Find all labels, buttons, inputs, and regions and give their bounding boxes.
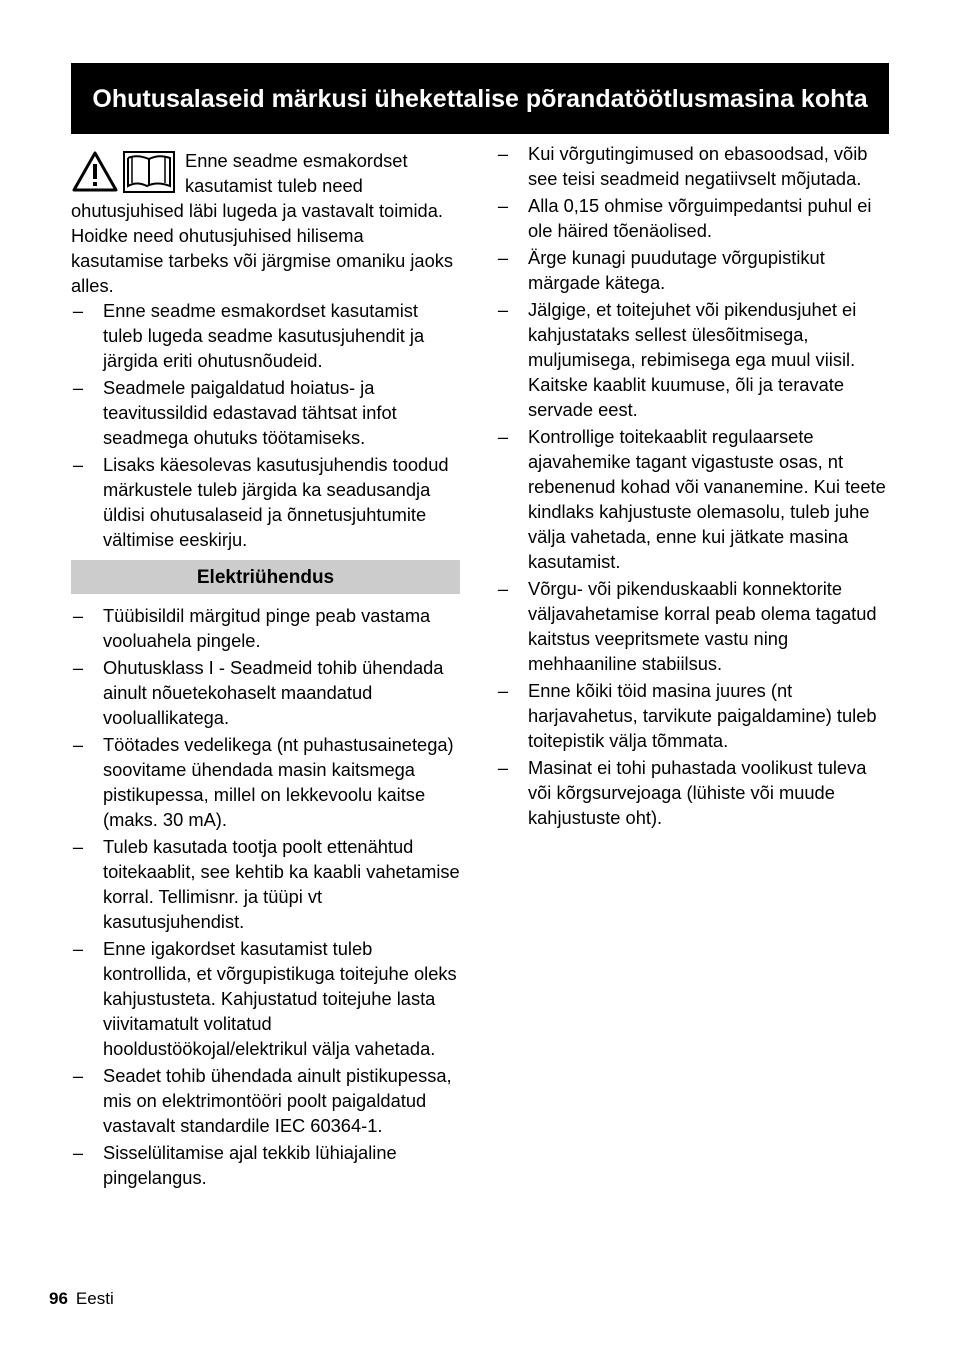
intro-text: Enne seadme esmakordset kasutamist tuleb need ohutusjuhised läbi lugeda ja vastavalt toimida. Hoidke need ohutusjuhised hilisema kasutamise tarbeks või järgmise omaniku jaoks alles.: [71, 150, 454, 296]
dash-bullet: –: [72, 454, 84, 475]
list-item: [496, 576, 889, 676]
list-item: [71, 298, 460, 373]
list-item: [71, 834, 460, 934]
list-item-text: Ärge kunagi puudutage võrgupistikut märgade kätega.: [528, 247, 825, 293]
dash-bullet: –: [497, 195, 509, 216]
list-item-text: Masinat ei tohi puhastada voolikust tuleva või kõrgsurvejoaga (lühiste või muude kahjustuste oht).: [528, 757, 867, 828]
list-item: [71, 732, 460, 832]
list-item: [71, 1063, 460, 1138]
list-item: [496, 297, 889, 422]
list-item: [71, 603, 460, 653]
dash-bullet: –: [72, 734, 84, 755]
list-item-text: Seadet tohib ühendada ainult pistikupessa, mis on elektrimontööri poolt paigaldatud vastavalt standardile IEC 60364-1.: [103, 1065, 452, 1136]
dash-bullet: –: [72, 1065, 84, 1086]
list-item: [71, 375, 460, 450]
list-item-text: Lisaks käesolevas kasutusjuhendis toodud märkustele tuleb järgida ka seadusandja üldisi ohutusalaseid ja õnnetusjuhtumite vältimise eeskirju.: [103, 454, 449, 550]
list-item-text: Alla 0,15 ohmise võrguimpedantsi puhul ei ole häired tõenäolised.: [528, 195, 872, 241]
list-item-text: Enne seadme esmakordset kasutamist tuleb lugeda seadme kasutusjuhendit ja järgida eriti ohutusnõudeid.: [103, 300, 425, 371]
list-item-text: Võrgu- või pikenduskaabli konnektorite väljavahetamise korral peab olema tagatud kaitstus veepritsmete vastu ning mehhaaniline stabiilsus.: [528, 578, 877, 674]
list-item-text: Jälgige, et toitejuhet või pikendusjuhet ei kahjustataks sellest ülesõitmisega, muljumisega, rebimisega ega muul viisil. Kaitske kaablit kuumuse, õli ja teravate servade eest.: [528, 299, 857, 420]
intro-paragraph: [71, 148, 460, 298]
dash-bullet: –: [72, 377, 84, 398]
dash-bullet: –: [72, 1142, 84, 1163]
list-item-text: Kontrollige toitekaablit regulaarsete ajavahemike tagant vigastuste osas, nt rebenenud kohad või vananemine. Kui teete kindlaks kahjustuste olemasolu, tuleb juhe välja vahetada, enne kui jätkate masina kasutamist.: [528, 426, 886, 572]
dash-bullet: –: [497, 578, 509, 599]
general-safety-list: [71, 298, 460, 552]
electrical-list-right: [496, 141, 889, 830]
list-item: [71, 655, 460, 730]
left-column: [71, 148, 460, 1192]
dash-bullet: –: [497, 247, 509, 268]
list-item-text: Tuleb kasutada tootja poolt ettenähtud toitekaablit, see kehtib ka kaabli vahetamise korral. Tellimisnr. ja tüüpi vt kasutusjuhendist.: [103, 836, 460, 932]
warning-triangle-icon: [71, 150, 177, 194]
manual-book-icon: [124, 152, 174, 192]
list-item: [496, 755, 889, 830]
list-item: [71, 452, 460, 552]
dash-bullet: –: [72, 300, 84, 321]
dash-bullet: –: [72, 657, 84, 678]
electrical-list-left: [71, 603, 460, 1190]
list-item: [71, 936, 460, 1061]
list-item-text: Ohutusklass I - Seadmeid tohib ühendada ainult nõuetekohaselt maandatud vooluallikatega.: [103, 657, 444, 728]
list-item-text: Töötades vedelikega (nt puhastusainetega) soovitame ühendada masin kaitsmega pistikupessa, millel on lekkevoolu kaitse (maks. 30 mA).: [103, 734, 454, 830]
list-item-text: Enne igakordset kasutamist tuleb kontrollida, et võrgupistikuga toitejuhe oleks kahjustusteta. Kahjustatud toitejuhe lasta viivitamatult volitatud hooldustöökojal/elektrikul välja vahetada.: [103, 938, 457, 1059]
page-number: 96: [49, 1289, 68, 1308]
list-item: [496, 193, 889, 243]
page-footer: [49, 1289, 114, 1309]
page-title: Ohutusalaseid märkusi ühekettalise põrandatöötlusmasina kohta: [71, 63, 889, 134]
dash-bullet: –: [497, 757, 509, 778]
dash-bullet: –: [72, 938, 84, 959]
dash-bullet: –: [72, 605, 84, 626]
footer-language: Eesti: [75, 1289, 114, 1308]
dash-bullet: –: [497, 426, 509, 447]
dash-bullet: –: [497, 680, 509, 701]
list-item-text: Seadmele paigaldatud hoiatus- ja teavitussildid edastavad tähtsat infot seadmega ohutuks töötamiseks.: [103, 377, 397, 448]
dash-bullet: –: [72, 836, 84, 857]
list-item-text: Tüübisildil märgitud pinge peab vastama vooluahela pingele.: [103, 605, 431, 651]
dash-bullet: –: [497, 143, 509, 164]
intro-icons: [71, 150, 177, 194]
list-item: [496, 424, 889, 574]
list-item: [71, 1140, 460, 1190]
list-item: [496, 141, 889, 191]
list-item-text: Kui võrgutingimused on ebasoodsad, võib see teisi seadmeid negatiivselt mõjutada.: [528, 143, 868, 189]
dash-bullet: –: [497, 299, 509, 320]
section-heading-electrical: Elektriühendus: [71, 560, 460, 594]
list-item-text: Sisselülitamise ajal tekkib lühiajaline pingelangus.: [103, 1142, 397, 1188]
list-item: [496, 678, 889, 753]
list-item-text: Enne kõiki töid masina juures (nt harjavahetus, tarvikute paigaldamine) tuleb toitepistik välja tõmmata.: [528, 680, 877, 751]
right-column: [496, 141, 889, 832]
list-item: [496, 245, 889, 295]
